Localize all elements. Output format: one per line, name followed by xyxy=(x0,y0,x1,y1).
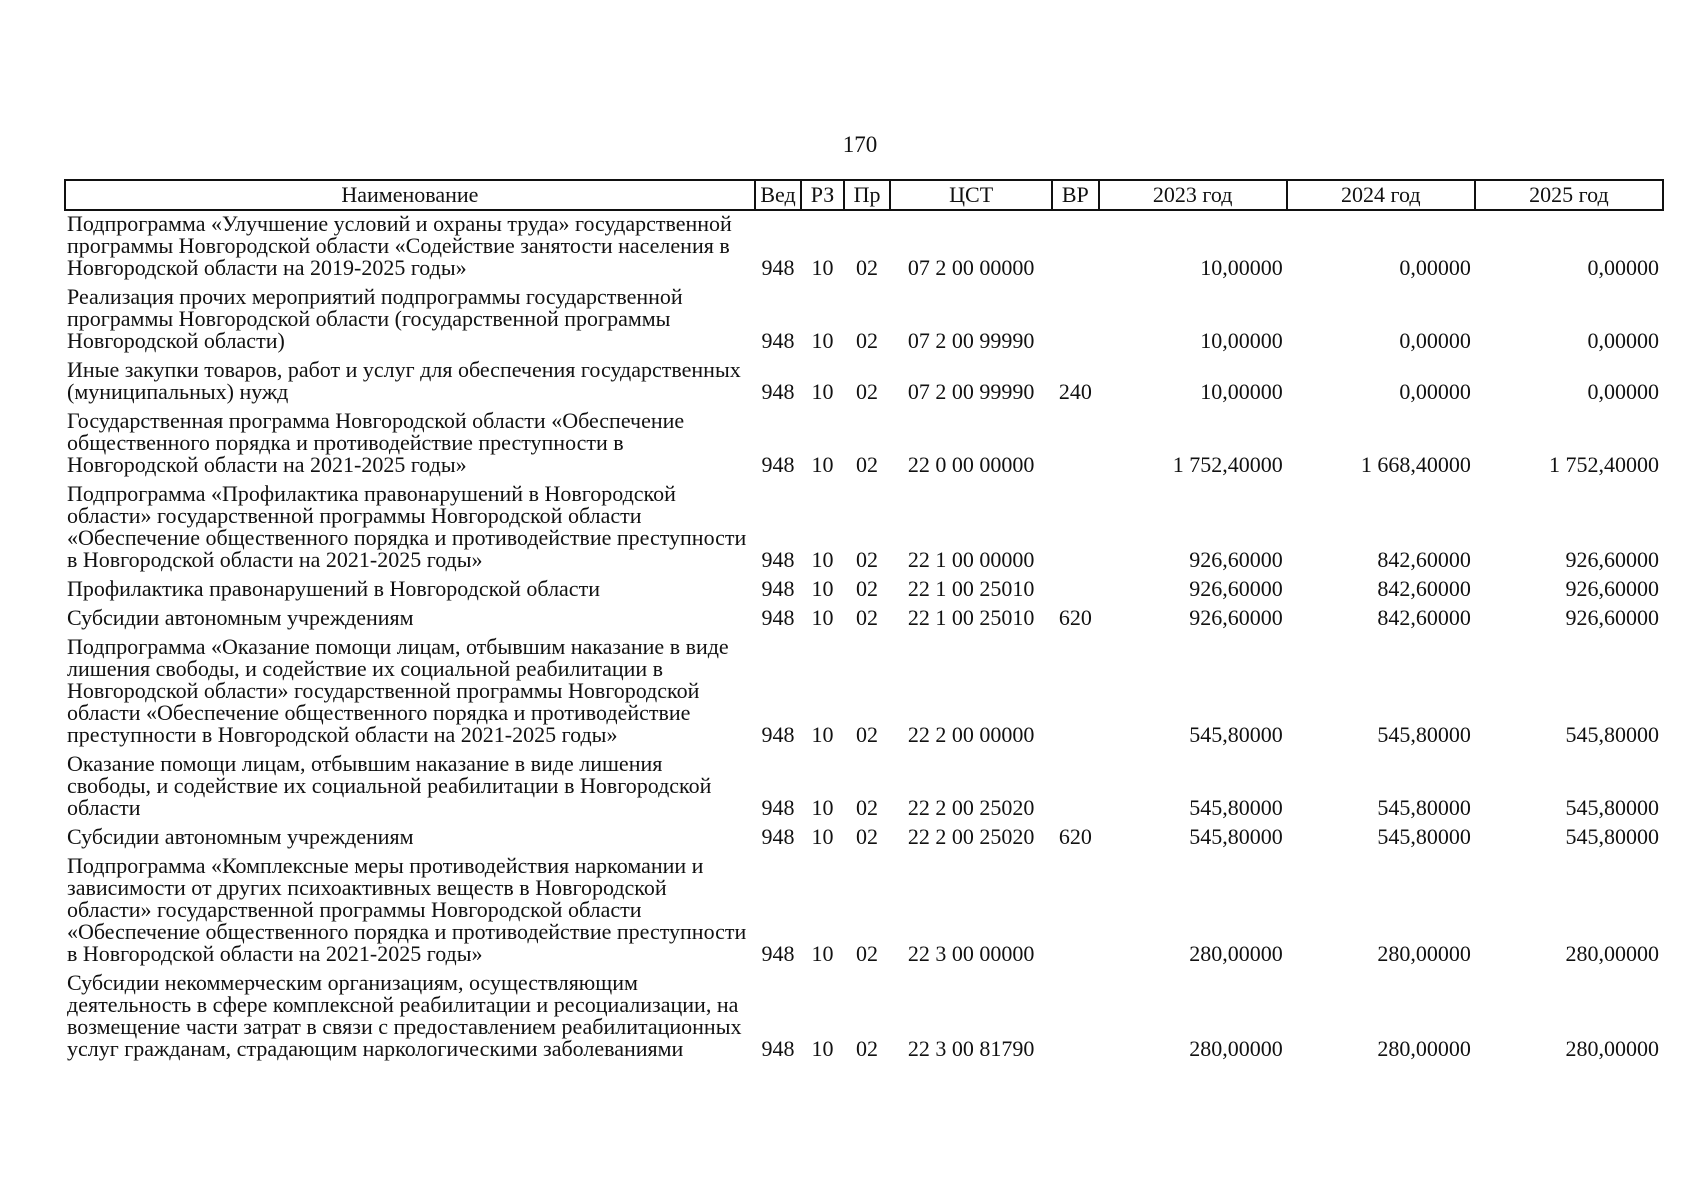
header-name: Наименование xyxy=(65,180,755,210)
row-vr: 240 xyxy=(1058,379,1092,404)
row-value-2024: 545,80000 xyxy=(1377,795,1471,820)
row-vr xyxy=(1052,970,1099,1065)
row-value-2024: 0,00000 xyxy=(1399,255,1471,280)
row-vr xyxy=(1052,284,1099,357)
table-row xyxy=(65,576,1663,605)
row-rz: 10 xyxy=(811,941,834,966)
row-rz: 10 xyxy=(811,824,834,849)
row-ved: 948 xyxy=(761,722,795,747)
row-cst: 07 2 00 99990 xyxy=(907,379,1035,404)
row-ved: 948 xyxy=(761,547,795,572)
row-value-2025: 545,80000 xyxy=(1565,722,1659,747)
row-cst: 22 2 00 25020 xyxy=(907,824,1035,849)
row-ved: 948 xyxy=(761,576,795,601)
row-cst: 22 1 00 25010 xyxy=(907,605,1035,630)
row-vr: 620 xyxy=(1058,605,1092,630)
row-ved: 948 xyxy=(761,255,795,280)
row-vr xyxy=(1052,210,1099,284)
row-value-2025: 0,00000 xyxy=(1587,379,1659,404)
header-vr: ВР xyxy=(1052,180,1099,210)
header-pr: Пр xyxy=(844,180,891,210)
row-value-2023: 926,60000 xyxy=(1189,547,1283,572)
row-cst: 22 3 00 81790 xyxy=(907,1036,1035,1061)
header-2025: 2025 год xyxy=(1475,180,1663,210)
row-value-2024: 0,00000 xyxy=(1399,379,1471,404)
row-value-2025: 926,60000 xyxy=(1565,547,1659,572)
table-row xyxy=(65,634,1663,751)
table-row xyxy=(65,751,1663,824)
row-pr: 02 xyxy=(856,547,878,572)
row-value-2023: 280,00000 xyxy=(1189,941,1283,966)
row-value-2025: 280,00000 xyxy=(1565,1036,1659,1061)
table-row xyxy=(65,210,1663,284)
budget-table xyxy=(64,179,1664,1065)
row-vr xyxy=(1052,576,1099,605)
row-value-2025: 1 752,40000 xyxy=(1549,452,1659,477)
row-value-2025: 0,00000 xyxy=(1587,255,1659,280)
row-cst: 07 2 00 00000 xyxy=(907,255,1035,280)
row-rz: 10 xyxy=(811,328,834,353)
row-value-2024: 545,80000 xyxy=(1377,722,1471,747)
row-value-2023: 10,00000 xyxy=(1200,255,1283,280)
row-ved: 948 xyxy=(761,941,795,966)
row-value-2025: 545,80000 xyxy=(1565,795,1659,820)
row-vr xyxy=(1052,481,1099,576)
row-value-2025: 926,60000 xyxy=(1565,576,1659,601)
row-rz: 10 xyxy=(811,1036,834,1061)
row-name: Подпрограмма «Оказание помощи лицам, отбывшим наказание в виде лишения свободы, и содействие их социальной реабилитации в Новгородской области» государственной программы Новгородской области «Обеспечение общественного порядка и противодействие преступности в Новгородской области на 2021-2025 годы» xyxy=(67,634,729,747)
row-name: Государственная программа Новгородской области «Обеспечение общественного порядка и противодействие преступности в Новгородской области на 2021-2025 годы» xyxy=(67,408,685,477)
table-row xyxy=(65,481,1663,576)
row-value-2023: 545,80000 xyxy=(1189,795,1283,820)
row-vr xyxy=(1052,751,1099,824)
row-cst: 22 3 00 00000 xyxy=(907,941,1035,966)
row-ved: 948 xyxy=(761,605,795,630)
row-rz: 10 xyxy=(811,576,834,601)
row-value-2024: 280,00000 xyxy=(1377,1036,1471,1061)
row-rz: 10 xyxy=(811,255,834,280)
row-value-2023: 280,00000 xyxy=(1189,1036,1283,1061)
row-name: Подпрограмма «Улучшение условий и охраны труда» государственной программы Новгородской области «Содействие занятости населения в Новгородской области на 2019-2025 годы» xyxy=(67,211,732,280)
row-pr: 02 xyxy=(856,379,878,404)
row-pr: 02 xyxy=(856,605,878,630)
row-pr: 02 xyxy=(856,795,878,820)
row-rz: 10 xyxy=(811,795,834,820)
row-pr: 02 xyxy=(856,328,878,353)
row-value-2025: 280,00000 xyxy=(1565,941,1659,966)
row-pr: 02 xyxy=(856,941,878,966)
row-rz: 10 xyxy=(811,452,834,477)
row-value-2023: 10,00000 xyxy=(1200,379,1283,404)
header-ved: Вед xyxy=(755,180,802,210)
row-value-2024: 842,60000 xyxy=(1377,576,1471,601)
row-name: Субсидии автономным учреждениям xyxy=(67,605,414,630)
row-name: Иные закупки товаров, работ и услуг для обеспечения государственных (муниципальных) нужд xyxy=(67,357,741,404)
row-rz: 10 xyxy=(811,547,834,572)
table-row xyxy=(65,284,1663,357)
row-ved: 948 xyxy=(761,379,795,404)
row-value-2025: 545,80000 xyxy=(1565,824,1659,849)
row-vr xyxy=(1052,853,1099,970)
row-ved: 948 xyxy=(761,1036,795,1061)
row-pr: 02 xyxy=(856,722,878,747)
row-value-2023: 926,60000 xyxy=(1189,576,1283,601)
row-name: Оказание помощи лицам, отбывшим наказание в виде лишения свободы, и содействие их социальной реабилитации в Новгородской области xyxy=(67,751,712,820)
row-vr xyxy=(1052,634,1099,751)
row-value-2025: 926,60000 xyxy=(1565,605,1659,630)
table-row xyxy=(65,824,1663,853)
row-value-2023: 1 752,40000 xyxy=(1172,452,1283,477)
row-name: Субсидии некоммерческим организациям, осуществляющим деятельность в сфере комплексной реабилитации и ресоциализации, на возмещение части затрат в связи с предоставлением реабилитационных услуг гражданам, страдающим наркологическими заболеваниями xyxy=(67,970,742,1061)
row-cst: 22 1 00 00000 xyxy=(907,547,1035,572)
row-value-2024: 1 668,40000 xyxy=(1360,452,1471,477)
row-name: Подпрограмма «Комплексные меры противодействия наркомании и зависимости от других психоактивных веществ в Новгородской области» государственной программы Новгородской области «Обеспечение общественного порядка и противодействие преступности в Новгородской области на 2021-2025 годы» xyxy=(67,853,747,966)
row-cst: 22 0 00 00000 xyxy=(907,452,1035,477)
row-value-2023: 545,80000 xyxy=(1189,722,1283,747)
row-value-2023: 545,80000 xyxy=(1189,824,1283,849)
row-pr: 02 xyxy=(856,1036,878,1061)
header-rz: РЗ xyxy=(801,180,843,210)
row-rz: 10 xyxy=(811,722,834,747)
header-cst: ЦСТ xyxy=(890,180,1052,210)
table-row xyxy=(65,970,1663,1065)
row-cst: 22 2 00 00000 xyxy=(907,722,1035,747)
row-value-2024: 280,00000 xyxy=(1377,941,1471,966)
page-number: 170 xyxy=(842,132,878,157)
row-vr: 620 xyxy=(1058,824,1092,849)
table-row xyxy=(65,853,1663,970)
table-row xyxy=(65,605,1663,634)
row-cst: 07 2 00 99990 xyxy=(907,328,1035,353)
row-pr: 02 xyxy=(856,255,878,280)
row-value-2025: 0,00000 xyxy=(1587,328,1659,353)
row-cst: 22 2 00 25020 xyxy=(907,795,1035,820)
row-cst: 22 1 00 25010 xyxy=(907,576,1035,601)
table-row xyxy=(65,357,1663,408)
header-2023: 2023 год xyxy=(1099,180,1287,210)
row-pr: 02 xyxy=(856,452,878,477)
row-name: Реализация прочих мероприятий подпрограммы государственной программы Новгородской области (государственной программы Новгородской области) xyxy=(67,284,683,353)
row-value-2023: 10,00000 xyxy=(1200,328,1283,353)
row-rz: 10 xyxy=(811,379,834,404)
budget-table-container xyxy=(64,179,1664,1065)
row-value-2024: 545,80000 xyxy=(1377,824,1471,849)
row-name: Подпрограмма «Профилактика правонарушений в Новгородской области» государственной программы Новгородской области «Обеспечение общественного порядка и противодействие преступности в Новгородской области на 2021-2025 годы» xyxy=(67,481,747,572)
header-2024: 2024 год xyxy=(1287,180,1475,210)
table-body xyxy=(65,210,1663,1065)
row-value-2023: 926,60000 xyxy=(1189,605,1283,630)
row-pr: 02 xyxy=(856,824,878,849)
row-ved: 948 xyxy=(761,452,795,477)
row-value-2024: 842,60000 xyxy=(1377,547,1471,572)
row-ved: 948 xyxy=(761,328,795,353)
row-name: Субсидии автономным учреждениям xyxy=(67,824,414,849)
row-rz: 10 xyxy=(811,605,834,630)
row-value-2024: 842,60000 xyxy=(1377,605,1471,630)
row-ved: 948 xyxy=(761,824,795,849)
row-name: Профилактика правонарушений в Новгородской области xyxy=(67,576,600,601)
row-vr xyxy=(1052,408,1099,481)
row-ved: 948 xyxy=(761,795,795,820)
table-header-row xyxy=(65,180,1663,210)
table-row xyxy=(65,408,1663,481)
row-pr: 02 xyxy=(856,576,878,601)
row-value-2024: 0,00000 xyxy=(1399,328,1471,353)
